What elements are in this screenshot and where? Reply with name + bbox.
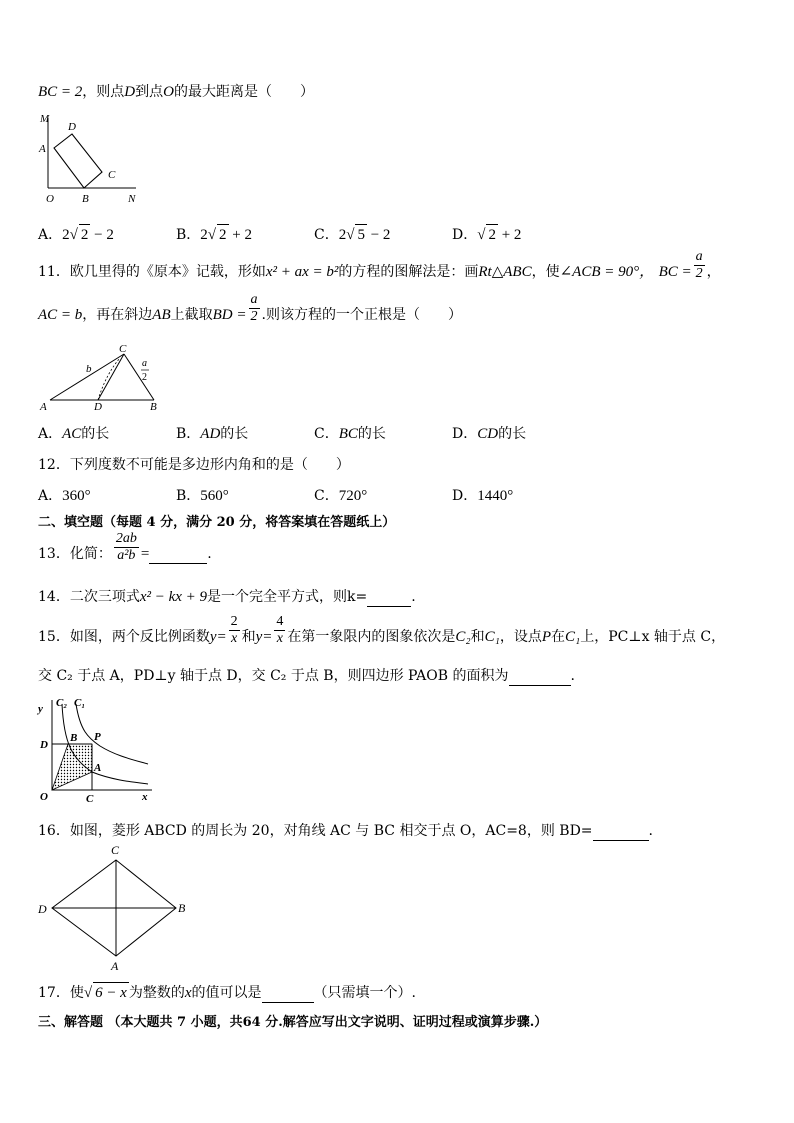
q16-label-A: A: [111, 959, 119, 973]
q11-label-b: b: [86, 363, 92, 375]
q11-option-a: A．AC的长: [38, 426, 110, 442]
q10-option-b: B．2√ 2 + 2: [176, 224, 252, 245]
q15-label-B: B: [70, 732, 78, 744]
q15-label-C1: C₁: [74, 697, 86, 709]
q15-label-A: A: [94, 762, 102, 774]
q10-bc-eq: BC = 2: [38, 84, 83, 100]
q15-label-O: O: [40, 791, 48, 803]
q17-answer-blank[interactable]: [262, 988, 314, 1003]
q10-label-A: A: [39, 143, 46, 155]
q15-label-P: P: [94, 731, 101, 743]
q15-label-C: C: [86, 793, 94, 805]
q15-line2: 交 C₂ 于点 A，PD⊥y 轴于点 D，交 C₂ 于点 B，则四边形 PAOB 的面积为 .: [38, 668, 575, 684]
q10-label-D: D: [68, 121, 76, 133]
q15-label-D: D: [40, 739, 48, 751]
q10-label-O: O: [46, 193, 54, 205]
q12-stem: 12．下列度数不可能是多边形内角和的是（ ）: [38, 457, 350, 473]
q11-label-B: B: [150, 401, 157, 413]
q16-label-B: B: [178, 901, 186, 915]
q11-line2: AC = b，再在斜边AB上截取BD = $\frac{a}{2}$ .则该方程的一个正根是（ ）: [38, 291, 462, 324]
section-3-heading: 三、解答题 （本大题共 7 小题，共64 分.解答应写出文字说明、证明过程或演算步骤.）: [38, 1015, 548, 1030]
q10-option-d: D．√ 2 + 2: [452, 224, 521, 245]
q11-label-a: a: [142, 358, 147, 369]
q11-option-b: B．AD的长: [176, 426, 249, 442]
q11-label-2: 2: [142, 372, 147, 383]
q11-option-d: D．CD的长: [452, 426, 527, 442]
q10-label-C: C: [108, 169, 116, 181]
q15-answer-blank[interactable]: [509, 671, 571, 686]
q15-label-x: x: [142, 791, 148, 803]
q16: 16．如图，菱形 ABCD 的周长为 20，对角线 AC 与 BC 相交于点 O，AC=8，则 BD= .: [38, 823, 653, 839]
q14: 14．二次三项式x² − kx + 9是一个完全平方式，则k= .: [38, 589, 416, 605]
q10-option-a: A．2√ 2 − 2: [38, 224, 114, 245]
q14-answer-blank[interactable]: [367, 592, 411, 607]
q10-stem: BC = 2，则点D到点O的最大距离是（ ）: [38, 84, 314, 100]
q13: 13．化简： $\frac{2ab}{\text{a²b}}$ = .: [38, 530, 212, 563]
q11-option-c: C．BC的长: [314, 426, 386, 442]
q16-figure: [36, 842, 190, 974]
q10-label-B: B: [82, 193, 89, 205]
q11-label-C: C: [119, 343, 127, 355]
q10-option-c: C．2√ 5 − 2: [314, 224, 390, 245]
section-2-heading: 二、填空题（每题 4 分，满分 20 分，将答案填在答题纸上）: [38, 515, 396, 530]
q12-option-a: A．360°: [38, 488, 91, 504]
q11-line1: 11．欧几里得的《原本》记载，形如x² + ax = b²的方程的图解法是：画Rt△ABC，使∠ACB = 90°， BC = $\frac{a}{2}$ ，: [38, 248, 721, 281]
q16-answer-blank[interactable]: [593, 826, 649, 841]
q12-option-b: B．560°: [176, 488, 229, 504]
q11-figure: [36, 342, 166, 414]
q15-label-y: y: [38, 703, 43, 715]
q13-answer-blank[interactable]: [149, 549, 207, 564]
q12-option-d: D．1440°: [452, 488, 514, 504]
q11-label-D: D: [94, 401, 102, 413]
q15-line1: 15．如图，两个反比例函数y= $\frac{2}{x}$ 和y= $\frac{4}{x}$ 在第一象限内的图象依次是C₂和C₁，设点P在C₁上，PC⊥x 轴于点 C，: [38, 613, 726, 646]
q10-label-N: N: [128, 193, 136, 205]
q12-option-c: C．720°: [314, 488, 368, 504]
q16-label-D: D: [38, 902, 47, 916]
q15-figure: [36, 694, 160, 806]
q10-label-M: M: [40, 113, 50, 125]
q16-label-C: C: [111, 843, 120, 857]
q15-label-C2: C₂: [56, 697, 68, 709]
q10-figure: [36, 112, 146, 208]
q11-label-A: A: [40, 401, 47, 413]
q17: 17．使√ 6 − x 为整数的x的值可以是 （只需填一个）.: [38, 982, 416, 1003]
